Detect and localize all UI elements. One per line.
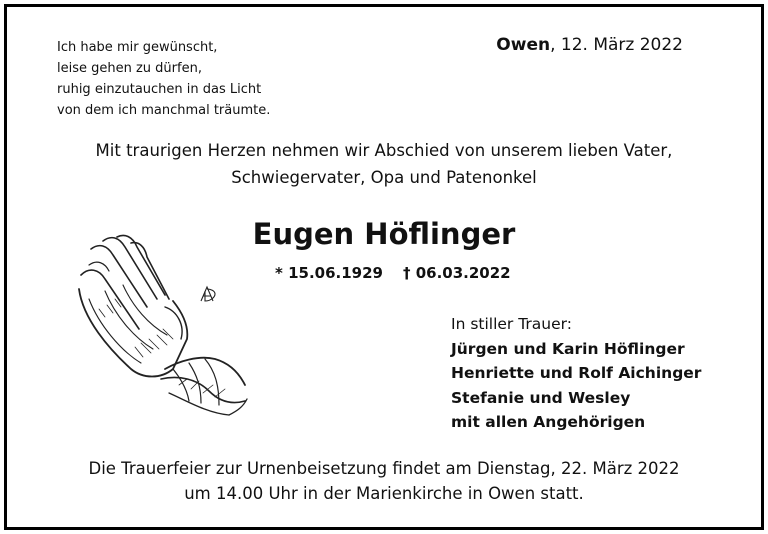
intro-text — [7, 137, 761, 191]
funeral-line: um 14.00 Uhr in der Marienkirche in Owen statt. — [184, 484, 584, 503]
mourner-name: mit allen Angehörigen — [451, 413, 646, 431]
birth-date: * 15.06.1929 — [275, 264, 383, 282]
deceased-name: Eugen Höflinger — [252, 217, 516, 251]
poem — [57, 37, 270, 121]
funeral-line: Die Trauerfeier zur Urnenbeisetzung findet am Dienstag, 22. März 2022 — [88, 459, 680, 478]
mourners-lead: In stiller Trauer: — [451, 315, 572, 333]
death-date: † 06.03.2022 — [402, 264, 511, 282]
funeral-notice — [7, 456, 761, 506]
mourner-name: Henriette und Rolf Aichinger — [451, 364, 702, 382]
place-date — [496, 35, 683, 55]
poem-line: von dem ich manchmal träumte. — [57, 103, 271, 118]
praying-hands-icon — [69, 229, 249, 419]
intro-line: Mit traurigen Herzen nehmen wir Abschied von unserem lieben Vater, — [95, 141, 673, 160]
date: , 12. März 2022 — [550, 35, 683, 55]
poem-line: Ich habe mir gewünscht, — [57, 40, 218, 55]
mourners-block — [451, 312, 701, 435]
mourner-name: Stefanie und Wesley — [451, 388, 631, 407]
intro-line: Schwiegervater, Opa und Patenonkel — [231, 168, 537, 187]
obituary-card — [4, 4, 764, 530]
poem-line: leise gehen zu dürfen, — [57, 61, 202, 76]
place: Owen — [496, 35, 551, 55]
poem-line: ruhig einzutauchen in das Licht — [57, 82, 262, 97]
mourner-name: Jürgen und Karin Höflinger — [451, 339, 685, 358]
life-dates — [275, 264, 511, 282]
